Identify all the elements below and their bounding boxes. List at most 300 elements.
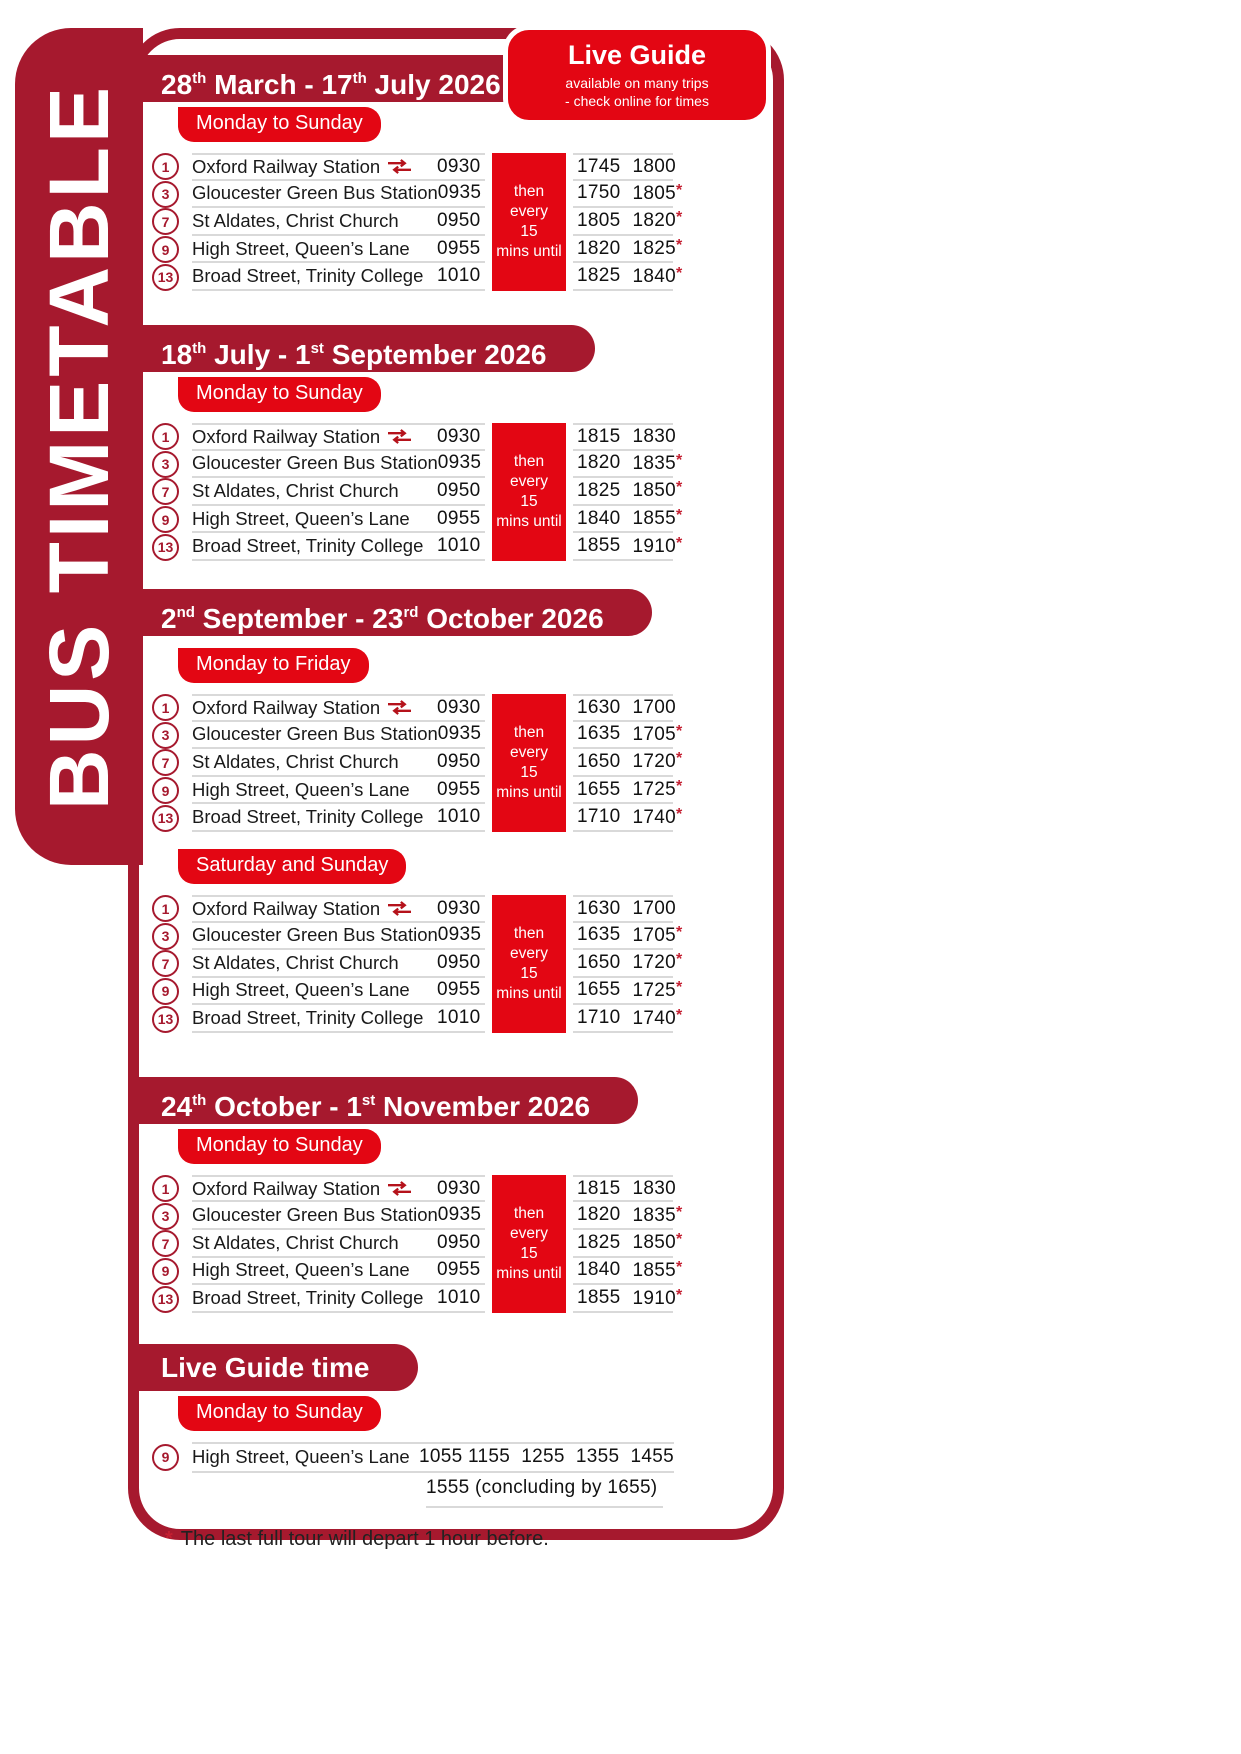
section-header: [128, 55, 549, 102]
stop-name: Broad Street, Trinity College: [192, 1007, 424, 1029]
late-time-1: 1840: [577, 507, 621, 529]
stop-name-wrap: [192, 1178, 437, 1200]
section-header: [128, 1077, 638, 1124]
late-time-2: [632, 535, 682, 558]
stop-segment: [192, 451, 485, 479]
stop-number-badge: 9: [152, 1444, 179, 1471]
late-time-1: 1825: [577, 479, 621, 501]
late-times-segment: [573, 533, 683, 561]
stop-number-badge: 3: [152, 1203, 179, 1230]
depart-time: 0950: [437, 479, 481, 501]
stop-segment: [192, 1230, 485, 1258]
timetable: [152, 153, 683, 291]
late-time-1: 1855: [577, 1287, 621, 1309]
star-marker: *: [675, 750, 683, 768]
late-times-segment: [573, 506, 683, 534]
then-every-line: every: [510, 1225, 548, 1243]
late-time-2: [632, 237, 682, 260]
stop-name-wrap: [192, 1259, 437, 1281]
stop-name-wrap: [192, 1232, 437, 1254]
stop-segment: [192, 1285, 485, 1313]
section-title-part: th: [192, 70, 207, 87]
stop-row: [152, 1230, 683, 1258]
depart-time: 1010: [437, 806, 481, 828]
depart-time: 0935: [437, 182, 482, 204]
late-time-2-value: 1740: [632, 806, 676, 828]
stop-number-cell: [152, 181, 192, 208]
star-marker: *: [675, 1258, 683, 1276]
then-every-box: [492, 423, 566, 561]
stop-number-cell: [152, 1203, 192, 1230]
stop-name-wrap: [192, 265, 437, 287]
depart-time: 0950: [437, 209, 481, 231]
late-time-1: 1840: [577, 1259, 621, 1281]
stop-segment: [192, 950, 485, 978]
national-rail-icon: [387, 700, 412, 715]
then-every-line: mins until: [496, 242, 562, 260]
stop-name: Gloucester Green Bus Station: [192, 452, 438, 474]
then-every-box: [492, 694, 566, 832]
then-every-line: every: [510, 744, 548, 762]
stop-number-cell: [152, 1444, 192, 1471]
stop-row: [152, 1175, 674, 1203]
late-times-segment: [573, 181, 683, 209]
star-marker: *: [675, 805, 683, 823]
stop-name: High Street, Queen’s Lane: [192, 1259, 410, 1281]
late-times-segment: [573, 423, 676, 451]
national-rail-icon: [387, 901, 412, 916]
depart-time: 1010: [437, 265, 481, 287]
stop-name-wrap: [192, 806, 437, 828]
stop-number-cell: [152, 805, 192, 832]
stop-row: [152, 506, 683, 534]
footnote-text: The last full tour will depart 1 hour before.: [180, 1527, 549, 1550]
timetable: [152, 423, 683, 561]
then-every-line: mins until: [496, 783, 562, 801]
depart-time: 0955: [437, 507, 481, 529]
live-guide-badge: [503, 25, 771, 125]
stop-name-wrap: [192, 952, 437, 974]
stop-segment: [192, 722, 485, 750]
stop-name-wrap: [192, 452, 438, 474]
late-time-1: 1820: [577, 1204, 621, 1226]
late-times-segment: [573, 153, 676, 181]
stop-row: [152, 1005, 683, 1033]
stop-number-cell: [152, 1258, 192, 1285]
stop-row: [152, 1202, 683, 1230]
section-header: [128, 589, 652, 636]
late-time-2-value: 1910: [632, 1287, 676, 1309]
late-time-1: 1820: [577, 237, 621, 259]
stop-name: Gloucester Green Bus Station: [192, 723, 438, 745]
late-time-1: 1750: [577, 182, 621, 204]
section-title-part: October - 1: [206, 1090, 362, 1122]
stop-number-badge: 13: [152, 1006, 179, 1033]
late-time-2: [632, 1007, 682, 1030]
stop-segment: [192, 978, 485, 1006]
stop-number-badge: 13: [152, 264, 179, 291]
late-times-segment: [573, 478, 683, 506]
star-marker: *: [675, 1006, 683, 1024]
then-every-line: 15: [520, 763, 538, 781]
stop-segment: [192, 533, 485, 561]
late-time-1: 1650: [577, 750, 621, 772]
national-rail-icon: [387, 159, 412, 174]
stop-number-badge: 1: [152, 153, 179, 180]
stop-number-cell: [152, 749, 192, 776]
star-marker: *: [675, 1286, 683, 1304]
stop-row: [152, 153, 674, 181]
stop-segment: [192, 423, 485, 451]
stop-name: Gloucester Green Bus Station: [192, 1204, 438, 1226]
stop-number-cell: [152, 777, 192, 804]
depart-time: 0955: [437, 1259, 481, 1281]
then-every-line: then: [513, 1205, 545, 1223]
late-time-2-value: 1720: [632, 952, 676, 974]
depart-time: 0935: [437, 924, 482, 946]
late-time-2-value: 1835: [632, 452, 676, 474]
live-guide-subtitle-1: available on many trips: [565, 74, 709, 91]
stop-number-badge: 3: [152, 451, 179, 478]
then-every-line: mins until: [496, 984, 562, 1002]
stop-segment: [192, 208, 485, 236]
late-time-1: 1655: [577, 778, 621, 800]
late-time-1: 1815: [577, 1177, 621, 1199]
timetable: [152, 694, 683, 832]
late-times-segment: [573, 950, 683, 978]
section-title-part: st: [310, 339, 324, 357]
late-time-2: [632, 182, 682, 205]
late-time-1: 1820: [577, 452, 621, 474]
stop-name: High Street, Queen’s Lane: [192, 1446, 410, 1468]
late-times-segment: [573, 1258, 683, 1286]
star-marker: *: [675, 1203, 683, 1221]
star-marker: *: [675, 209, 683, 227]
stop-row: [152, 722, 683, 750]
stop-number-badge: 1: [152, 1175, 179, 1202]
stop-number-cell: [152, 264, 192, 291]
stop-number-cell: [152, 722, 192, 749]
depart-time: 0930: [437, 155, 481, 177]
late-time-1: 1710: [577, 806, 621, 828]
section-title-part: nd: [176, 603, 195, 621]
stop-row: [152, 950, 683, 978]
late-time-2: [632, 209, 682, 232]
depart-time: 0950: [437, 1231, 481, 1253]
stop-number-cell: [152, 534, 192, 561]
section: [139, 1077, 773, 1313]
late-time-2-value: 1820: [632, 210, 676, 232]
depart-time: 0950: [437, 951, 481, 973]
stop-segment: [192, 181, 485, 209]
then-every-line: 15: [520, 222, 538, 240]
late-time-2-value: 1840: [632, 265, 676, 287]
then-every-line: 15: [520, 492, 538, 510]
stop-number-badge: 9: [152, 236, 179, 263]
stop-segment: [192, 895, 485, 923]
late-time-2-value: 1830: [632, 426, 676, 448]
stop-segment: [192, 923, 485, 951]
late-time-2-value: 1805: [632, 182, 676, 204]
depart-time: 0930: [437, 897, 481, 919]
depart-time: 0955: [437, 979, 481, 1001]
stop-name: St Aldates, Christ Church: [192, 1231, 399, 1253]
late-time-2-value: 1740: [632, 1007, 676, 1029]
stop-name-wrap: [192, 898, 437, 920]
star-marker: *: [675, 181, 683, 199]
stop-number-badge: 1: [152, 694, 179, 721]
stop-number-cell: [152, 1230, 192, 1257]
late-time-1: 1855: [577, 535, 621, 557]
section: [139, 1344, 773, 1508]
stop-number-cell: [152, 506, 192, 533]
stop-name-wrap: [192, 751, 437, 773]
then-every-line: mins until: [496, 1264, 562, 1282]
late-time-2-value: 1850: [632, 1232, 676, 1254]
stop-name-wrap: [192, 1204, 438, 1226]
section-title-part: November 2026: [375, 1090, 591, 1122]
late-time-2-value: 1720: [632, 751, 676, 773]
day-pill: Monday to Sunday: [178, 1129, 381, 1164]
stop-number-cell: [152, 895, 192, 922]
late-times-segment: [573, 722, 683, 750]
stop-row: [152, 423, 674, 451]
star-marker: *: [675, 237, 683, 255]
late-times-segment: [573, 694, 676, 722]
late-time-2-value: 1835: [632, 1204, 676, 1226]
stop-name: Broad Street, Trinity College: [192, 535, 424, 557]
late-time-2-value: 1800: [632, 156, 676, 178]
stop-number-badge: 13: [152, 805, 179, 832]
late-time-1: 1635: [577, 723, 621, 745]
star-marker: *: [675, 951, 683, 969]
stop-name: St Aldates, Christ Church: [192, 951, 399, 973]
late-time-2: [632, 1177, 675, 1200]
stop-row: [152, 978, 683, 1006]
stop-number-badge: 3: [152, 923, 179, 950]
late-time-2: [632, 723, 682, 746]
then-every-line: 15: [520, 964, 538, 982]
stop-name-wrap: [192, 779, 437, 801]
late-time-2: [632, 507, 682, 530]
stop-number-cell: [152, 451, 192, 478]
stop-number-cell: [152, 978, 192, 1005]
stop-row: [152, 478, 683, 506]
stop-name: St Aldates, Christ Church: [192, 209, 399, 231]
section-title-part: July 2026: [366, 69, 501, 100]
late-time-2-value: 1705: [632, 924, 676, 946]
late-time-1: 1655: [577, 979, 621, 1001]
late-time-2: [632, 924, 682, 947]
late-time-2-value: 1700: [632, 697, 676, 719]
stop-number-cell: [152, 153, 192, 180]
star-marker: *: [675, 923, 683, 941]
section-title-part: th: [192, 339, 207, 357]
section-title-part: 24: [161, 1090, 193, 1122]
timetable: [152, 1175, 683, 1313]
stop-number-cell: [152, 950, 192, 977]
section-title-part: th: [352, 70, 367, 87]
stop-row: [152, 208, 683, 236]
stop-row: [152, 895, 674, 923]
then-every-line: every: [510, 945, 548, 963]
stop-name: Oxford Railway Station: [192, 696, 381, 718]
live-times-segment: [192, 1442, 674, 1473]
late-time-2: [632, 897, 675, 920]
stop-number-cell: [152, 923, 192, 950]
sections: [139, 55, 773, 1508]
stop-name: Oxford Railway Station: [192, 1177, 381, 1199]
stop-segment: [192, 1005, 485, 1033]
late-times-segment: [573, 208, 683, 236]
late-time-2-value: 1850: [632, 480, 676, 502]
timetable: [152, 1442, 674, 1508]
late-times-segment: [573, 895, 676, 923]
sidebar-title: BUS TIMETABLE: [31, 82, 126, 811]
late-times-segment: [573, 777, 683, 805]
stop-row: [152, 263, 683, 291]
late-time-2-value: 1705: [632, 723, 676, 745]
late-time-2: [632, 750, 682, 773]
stop-name-wrap: [192, 238, 437, 260]
late-time-1: 1805: [577, 209, 621, 231]
main-panel: [128, 28, 784, 1550]
star-marker: *: [675, 722, 683, 740]
section-header: [128, 325, 595, 372]
late-time-2: [632, 1287, 682, 1310]
stop-number-badge: 7: [152, 749, 179, 776]
live-guide-title: Live Guide: [567, 39, 707, 70]
stop-segment: [192, 749, 485, 777]
late-time-2: [632, 696, 675, 719]
stop-number-badge: 9: [152, 506, 179, 533]
stop-number-badge: 1: [152, 895, 179, 922]
late-time-1: 1825: [577, 1231, 621, 1253]
stop-number-badge: 7: [152, 478, 179, 505]
late-time-2-value: 1910: [632, 535, 676, 557]
late-time-2: [632, 452, 682, 475]
stop-row: [152, 236, 683, 264]
stop-row: [152, 749, 683, 777]
section-title-part: September 2026: [323, 338, 547, 370]
stop-segment: [192, 1258, 485, 1286]
section-header: [128, 1344, 418, 1391]
stop-name-wrap: [192, 182, 438, 204]
stop-name-wrap: [192, 697, 437, 719]
stop-name-wrap: [192, 535, 437, 557]
late-time-2: [632, 979, 682, 1002]
section-title-part: th: [192, 1091, 207, 1109]
stop-number-cell: [152, 478, 192, 505]
stop-segment: [192, 236, 485, 264]
then-every-line: mins until: [496, 512, 562, 530]
late-times-segment: [573, 804, 683, 832]
indent-spacer: [152, 1473, 426, 1508]
stop-number-badge: 9: [152, 777, 179, 804]
late-time-2-value: 1830: [632, 1178, 676, 1200]
stop-row: [152, 1258, 683, 1286]
star-marker: *: [675, 479, 683, 497]
stop-name-wrap: [192, 156, 437, 178]
late-times-segment: [573, 451, 683, 479]
late-times-segment: [573, 1230, 683, 1258]
stop-number-badge: 7: [152, 208, 179, 235]
section-title-part: 18: [161, 338, 193, 370]
stop-name: Broad Street, Trinity College: [192, 265, 424, 287]
late-times-segment: [573, 749, 683, 777]
stop-number-badge: 7: [152, 1230, 179, 1257]
day-pill: Monday to Sunday: [178, 107, 381, 142]
star-marker: *: [675, 978, 683, 996]
stop-name: High Street, Queen’s Lane: [192, 507, 410, 529]
late-time-2-value: 1855: [632, 1259, 676, 1281]
depart-time: 1010: [437, 1287, 481, 1309]
late-times-segment: [573, 1285, 683, 1313]
then-every-line: 15: [520, 1244, 538, 1262]
stop-row: [152, 694, 674, 722]
depart-time: 1010: [437, 1007, 481, 1029]
section-title-part: March - 17: [206, 69, 353, 100]
section: [139, 589, 773, 1033]
stop-name: Broad Street, Trinity College: [192, 1287, 424, 1309]
stop-row: [152, 923, 683, 951]
section-title-part: 28: [161, 69, 193, 100]
late-time-2: [632, 1231, 682, 1254]
stop-row: [152, 777, 683, 805]
national-rail-icon: [387, 429, 412, 444]
stop-number-cell: [152, 694, 192, 721]
then-every-line: every: [510, 203, 548, 221]
stop-segment: [192, 478, 485, 506]
stop-name: Gloucester Green Bus Station: [192, 182, 438, 204]
depart-time: 0955: [437, 237, 481, 259]
late-times-segment: [573, 923, 683, 951]
live-times-continuation-row: [152, 1473, 674, 1508]
stop-segment: [192, 804, 485, 832]
stop-number-badge: 9: [152, 1258, 179, 1285]
stop-name-wrap: [192, 979, 437, 1001]
stop-number-cell: [152, 1286, 192, 1313]
late-time-1: 1630: [577, 696, 621, 718]
depart-time: 0935: [437, 452, 482, 474]
stop-name-wrap: [192, 210, 437, 232]
late-time-2: [632, 1204, 682, 1227]
stop-name-wrap: [192, 723, 438, 745]
stop-name: Oxford Railway Station: [192, 897, 381, 919]
star-marker: *: [675, 264, 683, 282]
late-time-1: 1815: [577, 425, 621, 447]
stop-name: High Street, Queen’s Lane: [192, 237, 410, 259]
stop-number-cell: [152, 208, 192, 235]
stop-name: Broad Street, Trinity College: [192, 806, 424, 828]
stop-number-cell: [152, 423, 192, 450]
late-time-2-value: 1700: [632, 898, 676, 920]
stop-segment: [192, 1202, 485, 1230]
stop-name: High Street, Queen’s Lane: [192, 979, 410, 1001]
star-marker: *: [675, 1231, 683, 1249]
footnote: [165, 1528, 773, 1551]
late-time-2-value: 1825: [632, 238, 676, 260]
stop-segment: [192, 506, 485, 534]
late-time-2: [632, 425, 675, 448]
section-title-part: October 2026: [418, 602, 604, 634]
late-time-2: [632, 479, 682, 502]
stop-name: St Aldates, Christ Church: [192, 750, 399, 772]
stop-row: [152, 181, 683, 209]
then-every-box: [492, 153, 566, 291]
stop-row: [152, 451, 683, 479]
stop-name-wrap: [192, 480, 437, 502]
